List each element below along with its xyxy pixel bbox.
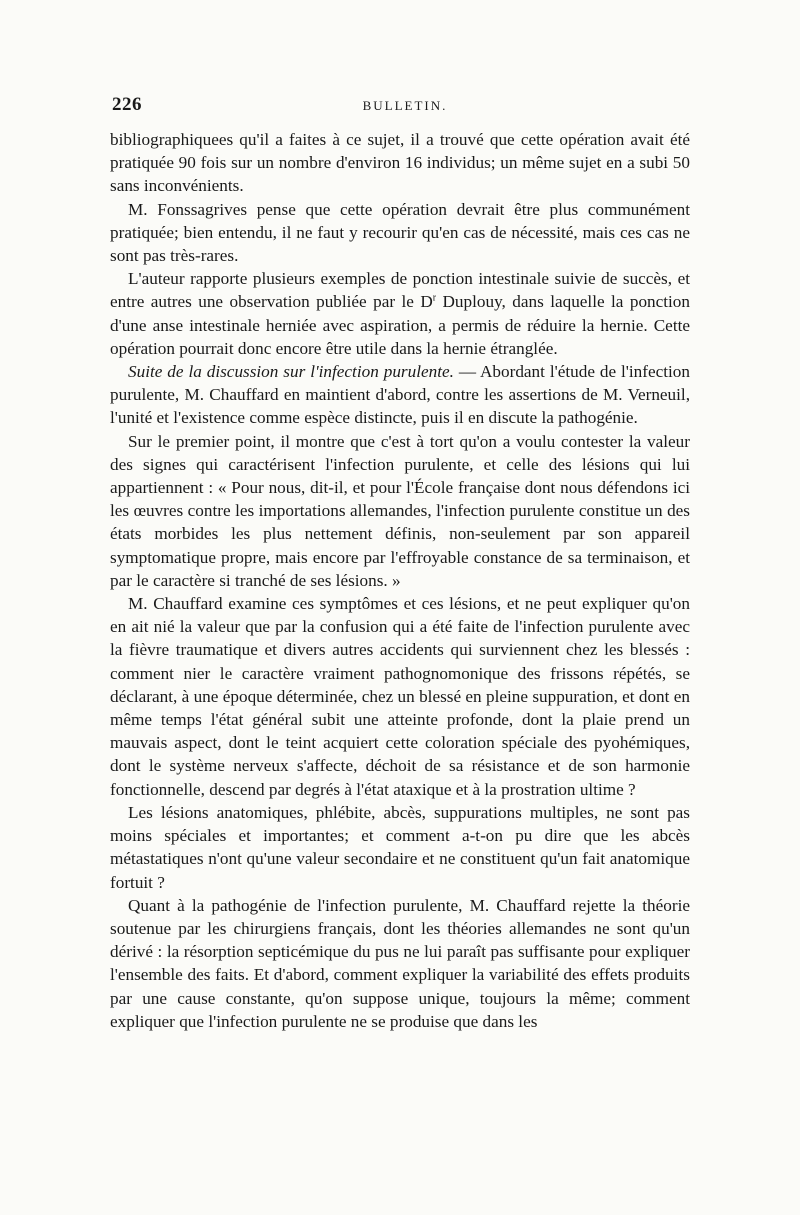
page-header xyxy=(110,92,690,122)
superscript: r xyxy=(432,292,437,304)
paragraph-premier-point: Sur le premier point, il montre que c'est à tort qu'on a voulu contester la valeur des signes qui caractérisent l'infection purulente, et celle des lésions qui lui appartiennent : « Pour nous, dit-il, et pour l'École française dont nous défendons ici les œuvres contre les importations allemandes, l'infection purulente constitue un des états morbides les plus nettement définis, non-seulement par son appareil symptomatique propre, mais encore par l'effroyable constance de sa terminaison, et par le caractère si tranché de ses lésions. » xyxy=(110,431,690,590)
paragraph-text: — Abordant l'étude de l'infection purulente, M. Chauffard en maintient d'abord, contre les assertions de M. Verneuil, l'unité et l'existence comme espèce distincte, puis il en discute la pathogénie. xyxy=(110,362,690,428)
paragraph-continuation: bibliographiquees qu'il a faites à ce sujet, il a trouvé que cette opération avait été pratiquée 90 fois sur un nombre d'environ 16 individus; un même sujet en a subi 50 sans inconvénients. xyxy=(110,130,690,196)
paragraph-fonssagrives: M. Fonssagrives pense que cette opération devrait être plus communément pratiquée; bien entendu, il ne faut y recourir qu'en cas de nécessité, mais ces cas ne sont pas très-rares. xyxy=(110,199,690,266)
paragraph-text: Duplouy, dans laquelle la ponction d'une anse intestinale herniée avec aspiration, a permis de réduire la hernie. Cette opération pourrait donc encore être utile dans la hernie étranglée. xyxy=(110,292,690,358)
paragraph-ponction xyxy=(110,267,690,360)
paragraph-pathogenie: Quant à la pathogénie de l'infection purulente, M. Chauffard rejette la théorie soutenue par les chirurgiens français, dont les théories allemandes ne sont qu'un dérivé : la résorption septicémique du pus ne lui paraît pas suffisante pour expliquer l'ensemble des faits. Et d'abord, comment expliquer la variabilité des effets produits par une cause constante, qu'on suppose unique, toujours la même; comment expliquer que l'infection purulente ne se produise que dans les xyxy=(110,895,690,1031)
book-page xyxy=(110,92,690,1033)
page-body xyxy=(110,128,690,1033)
section-heading-italic: Suite de la discussion sur l'infection purulente. xyxy=(128,362,454,382)
running-head: BULLETIN. xyxy=(362,98,448,113)
page-number: 226 xyxy=(112,94,142,115)
paragraph-text: L'auteur rapporte plusieurs exemples de ponction intestinale suivie de succès, et entre autres une observation publiée par le D xyxy=(110,269,690,312)
paragraph-symptomes: M. Chauffard examine ces symptômes et ces lésions, et ne peut expliquer qu'on en ait nié la valeur que par la confusion qui a été faite de l'infection purulente avec la fièvre traumatique et divers autres accidents qui surviennent chez les blessés : comment nier le caractère vraiment pathognomonique des frissons répétés, se déclarant, à une époque déterminée, chez un blessé en pleine suppuration, et dont en même temps l'état général subit une atteinte profonde, dont la plaie prend un mauvais aspect, dont le teint acquiert cette coloration spéciale des pyohémiques, dont le système nerveux s'affecte, déchoit de sa résistance et de son harmonie fonctionnelle, descend par degrés à l'état ataxique et à la prostration ultime ? xyxy=(110,594,690,799)
paragraph-infection-intro xyxy=(110,360,690,430)
paragraph-lesions: Les lésions anatomiques, phlébite, abcès, suppurations multiples, ne sont pas moins spéciales et importantes; et comment a-t-on pu dire que les abcès métastatiques n'ont qu'une valeur secondaire et ne constituent qu'un fait anatomique fortuit ? xyxy=(110,802,690,892)
